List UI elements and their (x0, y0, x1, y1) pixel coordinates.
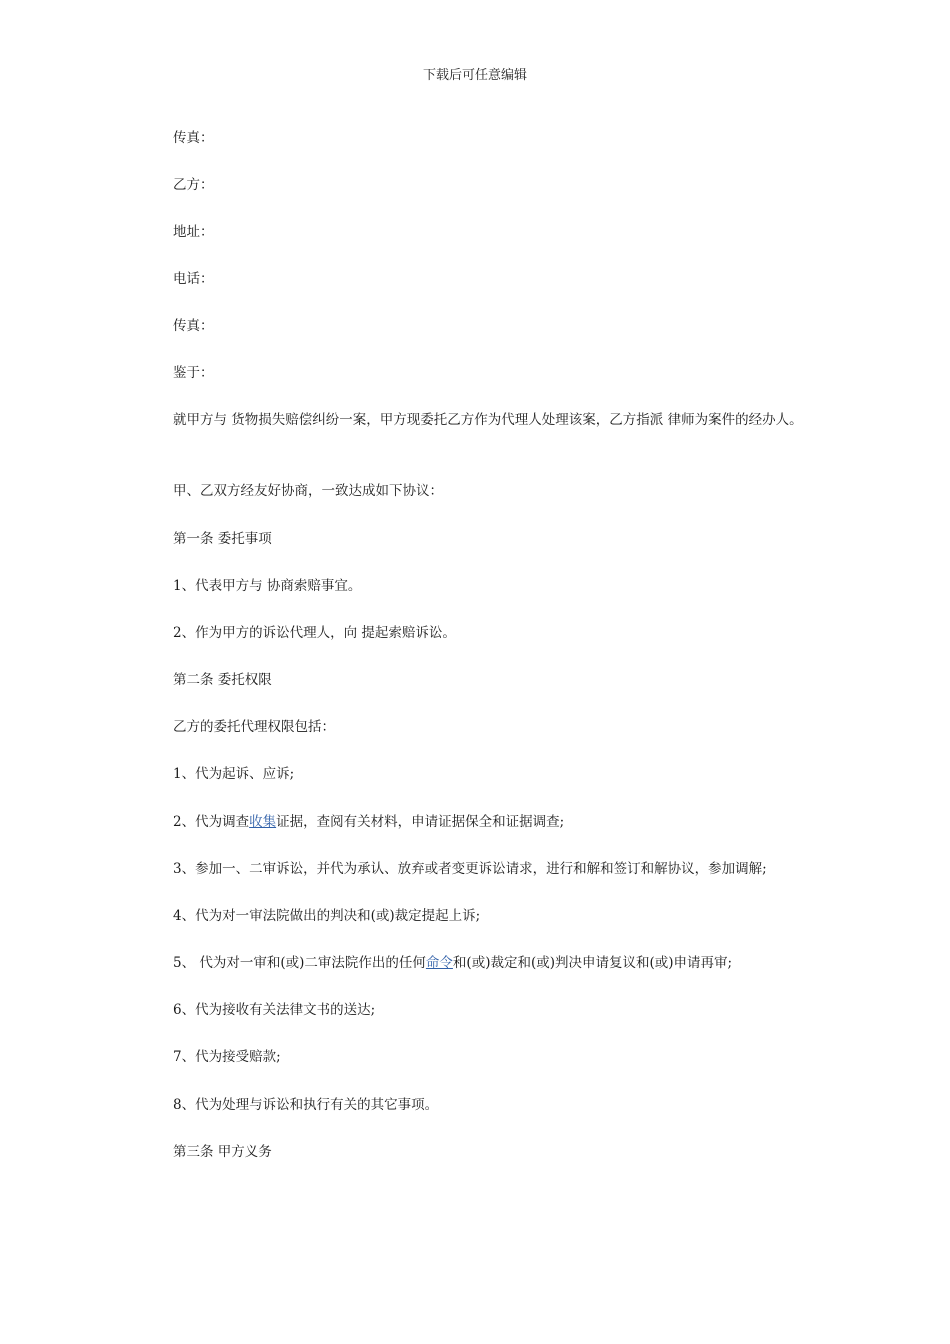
article-3-title: 第三条 甲方义务 (173, 1144, 272, 1160)
article-2-title: 第二条 委托权限 (173, 672, 272, 688)
item-2-text-post: 证据，查阅有关材料，申请证据保全和证据调查; (276, 814, 565, 830)
article-2-item-1: 1、代为起诉、应诉; (173, 766, 295, 782)
article-1-title: 第一条 委托事项 (173, 531, 272, 547)
whereas-line: 鉴于： (173, 365, 214, 381)
item-5-text-pre: 5、 代为对一审和(或)二审法院作出的任何 (173, 955, 426, 971)
fax-line-b: 传真： (173, 318, 214, 334)
address-line: 地址： (173, 224, 214, 240)
article-2-item-4: 4、代为对一审法院做出的判决和(或)裁定提起上诉; (173, 908, 481, 924)
item-2-text-pre: 2、代为调查 (173, 814, 250, 830)
article-1-item-2: 2、作为甲方的诉讼代理人，向 提起索赔诉讼。 (173, 625, 456, 641)
article-2-item-5 (144, 952, 809, 975)
case-description: 就甲方与 货物损失赔偿纠纷一案，甲方现委托乙方作为代理人处理该案，乙方指派 律师为案件的经办人。 (173, 412, 803, 428)
article-2-item-6: 6、代为接收有关法律文书的送达; (173, 1002, 376, 1018)
page-header: 下载后可任意编辑 (422, 68, 527, 83)
article-2-intro: 乙方的委托代理权限包括： (173, 719, 335, 735)
command-link[interactable]: 命令 (425, 955, 453, 971)
article-2-item-2 (144, 811, 809, 834)
party-b-line: 乙方： (173, 177, 214, 193)
article-1-item-1: 1、代表甲方与 协商索赔事宜。 (173, 578, 362, 594)
collect-link[interactable]: 收集 (249, 814, 277, 830)
fax-line-a: 传真： (173, 130, 214, 146)
item-5-text-post: 和(或)裁定和(或)判决申请复议和(或)申请再审; (452, 955, 733, 971)
article-2-item-3: 3、参加一、二审诉讼，并代为承认、放弃或者变更诉讼请求，进行和解和签订和解协议，参加调解; (173, 861, 767, 877)
phone-line: 电话： (173, 271, 214, 287)
agreement-line: 甲、乙双方经友好协商，一致达成如下协议： (173, 483, 443, 499)
article-2-item-7: 7、代为接受赔款; (173, 1049, 281, 1065)
article-2-item-8: 8、代为处理与诉讼和执行有关的其它事项。 (173, 1097, 439, 1113)
